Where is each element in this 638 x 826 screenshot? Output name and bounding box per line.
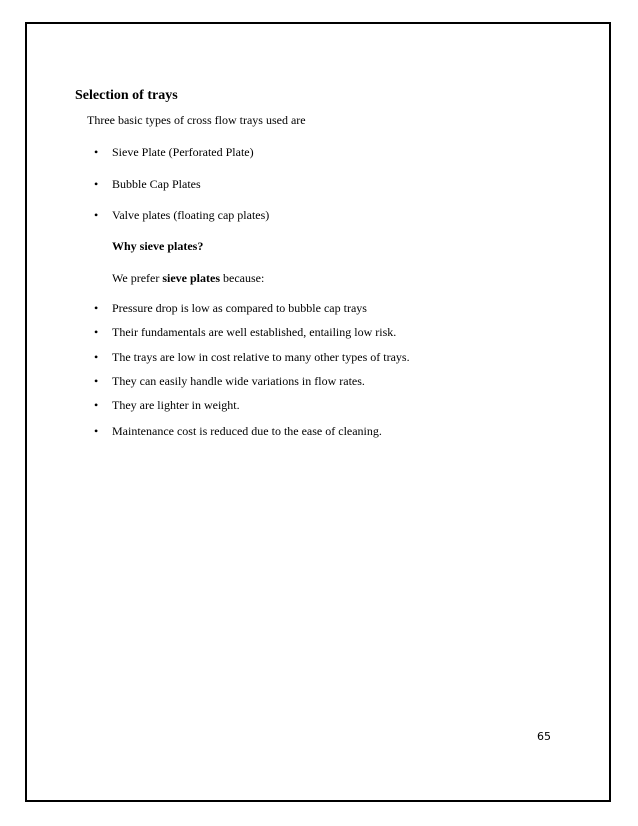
intro-text: Three basic types of cross flow trays used are xyxy=(87,113,306,127)
list-item-text: The trays are low in cost relative to many other types of trays. xyxy=(112,350,410,364)
bullet-icon: • xyxy=(94,177,99,191)
prefer-prefix: We prefer xyxy=(112,271,163,285)
section-heading: Selection of trays xyxy=(75,88,178,103)
page-number: 65 xyxy=(537,730,551,743)
bullet-icon: • xyxy=(94,398,99,412)
bullet-icon: • xyxy=(94,350,99,364)
bullet-icon: • xyxy=(94,208,99,222)
list-item-text: They can easily handle wide variations in flow rates. xyxy=(112,374,365,388)
bullet-icon: • xyxy=(94,301,99,315)
bullet-icon: • xyxy=(94,145,99,159)
list-item-text: Their fundamentals are well established, entailing low risk. xyxy=(112,325,397,339)
subheading: Why sieve plates? xyxy=(112,239,204,253)
bullet-icon: • xyxy=(94,325,99,339)
list-item-text: Maintenance cost is reduced due to the ease of cleaning. xyxy=(112,424,382,438)
list-item-text: Sieve Plate (Perforated Plate) xyxy=(112,145,254,159)
prefer-suffix: because: xyxy=(220,271,265,285)
bullet-icon: • xyxy=(94,374,99,388)
prefer-emphasis: sieve plates xyxy=(162,271,220,285)
list-item-text: They are lighter in weight. xyxy=(112,398,240,412)
list-item-text: Pressure drop is low as compared to bubble cap trays xyxy=(112,301,367,315)
list-item-text: Valve plates (floating cap plates) xyxy=(112,208,270,222)
prefer-sentence xyxy=(112,270,264,286)
bullet-icon: • xyxy=(94,424,99,438)
list-item-text: Bubble Cap Plates xyxy=(112,177,201,191)
